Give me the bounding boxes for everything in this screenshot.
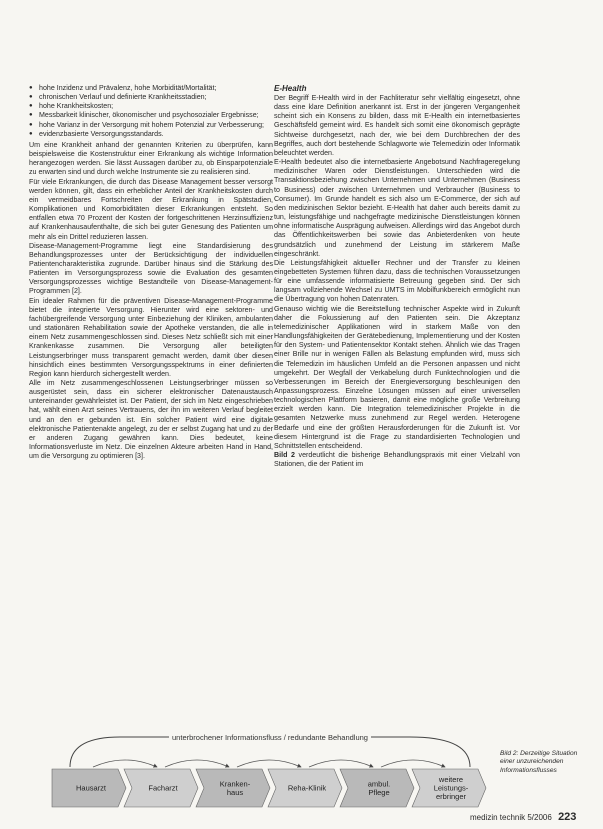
body-paragraph: Disease-Management-Programme liegt eine Standardisierung des Behandlungsprozesses unter der Berücksichtigung der individuellen Patientencharakteristika zugrunde. Darüber hinaus sind die Stärkung des Patienten im Versorgungsprozess sowie die Evaluation des gesamten Versorgungsprozesses wichtige Bestandteile von Disease-Management-Programmen [2]. xyxy=(29,241,273,296)
paragraph-text: verdeutlicht die bisherige Behandlungspraxis mit einer Vielzahl von Stationen, die der Patient im xyxy=(274,451,520,469)
stage-connector-arc xyxy=(93,760,157,767)
left-column xyxy=(29,84,273,461)
body-paragraph: E-Health bedeutet also die internetbasierte Angebotsund Nachfrageregelung medizinischer Waren oder Dienstleistungen. Unterschieden wird die Transaktionsbeziehung zwischen Unternehmen und Unternehmen (Business to Business) oder zwischen Unternehmen und Verbraucher (Business to Consumer). Im Grunde handelt es sich also um E-Commerce, der sich auf den medizinischen Sektor bezieht. E-Health hat daher auch bereits damit zu tun, leistungsfähige und nachgefragte medizinische Dienstleistungen können ohne informatische Ausprägung aufweisen. Allerdings wird das Angebot durch das Öffentlichkeitswerben bei sowie das Anbieterdenken von heute grundsätzlich und zunehmend der Leistung im stärkerem Maße eingeschränkt. xyxy=(274,158,520,258)
criteria-list xyxy=(29,84,273,139)
page-number: 223 xyxy=(558,811,577,823)
stage-label: Kranken-haus xyxy=(219,779,251,797)
figure-reference: Bild 2 xyxy=(274,451,295,460)
list-item: ● hohe Inzidenz und Prävalenz, hohe Morbidität/Mortalität; xyxy=(29,84,273,93)
stage-label: weitere Leistungs-erbringer xyxy=(433,775,469,801)
body-paragraph: Ein idealer Rahmen für die präventiven Disease-Management-Programme bietet die integrierte Versorgung. Hierunter wird eine sektoren- und fachübergreifende Versorgung unter Einbeziehung der Kliniken, ambulanten und stationären Rehabilitation sowie der Apotheke verstanden, die alle in einem Netz zusammengeschlossen sind. Dieses Netz schließt sich mit einer Krankenkasse zusammen. Die Versorgung aller beteiligten Leistungserbringer muss transparent gemacht werden, damit über diesen hinsichtlich eines bestimmten Versorgungsspektrums in einer definierten Region kann hierdurch sichergestellt werden. xyxy=(29,296,273,378)
body-paragraph: Der Begriff E-Health wird in der Fachliteratur sehr vielfältig eingesetzt, ohne dass eine klare Definition anerkannt ist. Erst in der jüngeren Vergangenheit scheint sich ein Konsens zu bilden, dass mit E-Health ein internetbasiertes Geschäftsfeld gemeint wird. Es handelt sich somit eine ökonomisch geprägte Sichtweise durchgesetzt, nach der, wie bei dem Durchbrechen der des Begriffes, auch dort bestehende Schlagworte wie Telemedizin oder Informatik beleuchtet werden. xyxy=(274,94,520,157)
journal-name: medizin technik 5/2006 xyxy=(470,813,552,822)
stage-label: Facharzt xyxy=(148,783,178,793)
information-flow-diagram xyxy=(50,729,490,809)
body-paragraph: Alle im Netz zusammengeschlossenen Leistungserbringer müssen so ausgerüstet sein, dass ein sicherer elektronischer Datenaustausch untereinander gewährleistet ist. Der Patient, der sich im Netz eingeschrieben hat, wählt einen Arzt seines Vertrauens, der ihn im weiteren Verlauf begleitet und an den er gebunden ist. Ein solcher Patient wird eine digitale elektronische Patientenakte angelegt, zu der er selbst Zugang hat und zu der er anderen Zugang gewähren kann. Dies bedeutet, keine Informationsverluste im Netz. Die einzelnen Akteure arbeiten Hand in Hand, um die Versorgung zu optimieren [3]. xyxy=(29,379,273,461)
list-item: ● Messbarkeit klinischer, ökonomischer und psychosozialer Ergebnisse; xyxy=(29,111,273,120)
stage-connector-arc xyxy=(237,760,301,767)
figure-caption: Bild 2: Derzeitige Situation einer unzureichenden Informationsflusses xyxy=(500,750,578,774)
diagram-stages xyxy=(52,760,486,807)
page-footer xyxy=(470,812,600,823)
diagram-top-label: unterbrochener Informationsfluss / redundante Behandlung xyxy=(172,733,368,742)
body-paragraph: Um eine Krankheit anhand der genannten Kriterien zu überprüfen, kann beispielsweise die Kostenstruktur einer Erkrankung als wichtige Information herangezogen werden. Sie lässt Aussagen darüber zu, ob Einsparpotenziale zu erwarten sind und durch welche Instrumente sie zu realisieren sind. xyxy=(29,140,273,177)
list-item: ● evidenzbasierte Versorgungsstandards. xyxy=(29,130,273,139)
body-paragraph xyxy=(274,451,520,469)
stage-connector-arc xyxy=(381,760,445,767)
body-paragraph: Für viele Erkrankungen, die durch das Disease Management besser versorgt werden können, gilt, dass ein erheblicher Anteil der Krankheitskosten durch ein vermeidbares Fortschreiten der Erkrankung in Spätstadien, Komplikationen und Komorbiditäten dieser Erkrankungen entsteht. So entfallen etwa 70 Prozent der Kosten der fortgeschrittenen Herzinsuffizienz auf Krankenhausaufenthalte, die sich bei guter Genesung des Patienten um mehr als ein Drittel reduzieren lassen. xyxy=(29,177,273,241)
body-paragraph: Die Leistungsfähigkeit aktueller Rechner und der Transfer zu kleinen eingebetteten Systemen führen dazu, dass die technischen Voraussetzungen für eine umfassende informatisierte Betreuung gegeben sind. Der sich langsam vollziehende Wechsel zu UMTS im Mobilfunkbereich ermöglicht nun die Übertragung von hohen Datenraten. xyxy=(274,258,520,304)
right-column xyxy=(274,84,520,469)
stage-label: Reha-Klinik xyxy=(287,783,327,793)
stage-label: ambul. Pflege xyxy=(367,779,391,797)
stage-label: Hausarzt xyxy=(75,783,107,793)
stage-connector-arc xyxy=(309,760,373,767)
list-item: ● chronischen Verlauf und definierte Krankheitsstadien; xyxy=(29,93,273,102)
body-paragraph: Genauso wichtig wie die Bereitstellung technischer Aspekte wird in Zukunft daher die Fokussierung auf den Patienten sein. Die Akzeptanz telemedizinischer Applikationen wird in starkem Maße von den Handlungsfähigkeiten der Gerätebedienung, Implementierung und der Kosten für den System- und Patientensektor Kontakt stehen. Ähnlich wie das Tragen einer Brille nur in wenigen Fällen als Belastung empfunden wird, muss sich die Telemedizin im häuslichen Umfeld an die Personen anpassen und nicht umgekehrt. Der Wegfall der Verkabelung durch Funktechnologien und die Verbesserungen im Bereich der Energieversorgung beschleunigen den Anpassungsprozess. Einzelne Lösungen müssen auf einer universellen technologischen Plattform basieren, damit eine mögliche große Verbreitung erzielt werden kann. Die Integration telemedizinischer Projekte in die gesamten Netzwerke muss zunehmend zur Regel werden. Heterogene Bedarfe und eine der größten Herausforderungen für die Zukunft ist. Vor diesem Hintergrund ist die Frage zu standardisierten Technologien und Schnittstellen entscheidend. xyxy=(274,304,520,450)
section-heading: E-Health xyxy=(274,84,307,93)
stage-connector-arc xyxy=(165,760,229,767)
list-item: ● hohe Krankheitskosten; xyxy=(29,102,273,111)
list-item: ● hohe Varianz in der Versorgung mit hohem Potenzial zur Verbesserung; xyxy=(29,121,273,130)
